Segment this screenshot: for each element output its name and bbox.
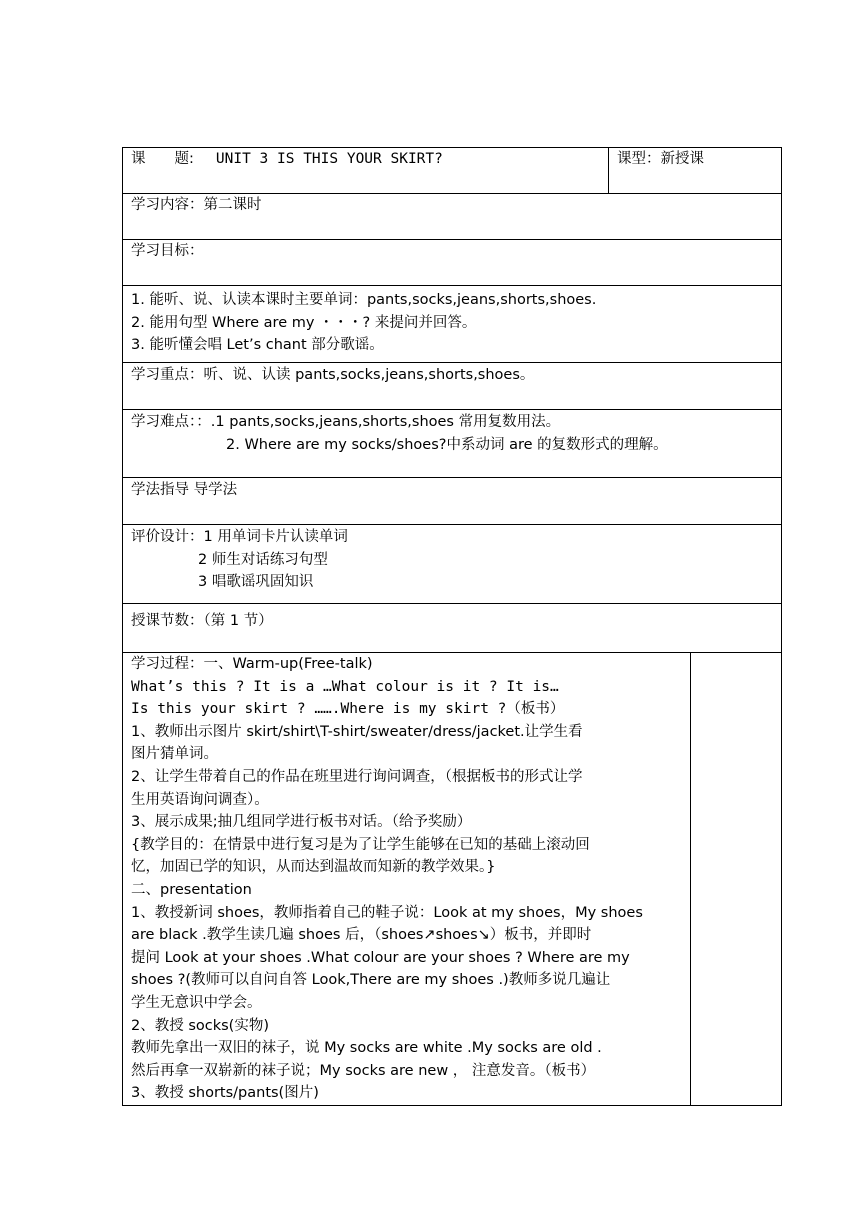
process-line: 3、展示成果;抽几组同学进行板书对话。（给予奖励）	[131, 814, 472, 831]
key-points-cell: 学习重点：听、说、认读 pants,socks,jeans,shorts,shoes。	[123, 363, 782, 410]
lesson-plan-table	[122, 147, 782, 1106]
process-line: {教学目的：在情景中进行复习是为了让学生能够在已知的基础上滚动回	[131, 836, 590, 853]
process-line: 学习过程：一、Warm-up(Free-talk)	[131, 656, 373, 672]
periods-row	[123, 604, 782, 653]
process-line: 3、教授 shorts/pants(图片)	[131, 1085, 319, 1102]
objectives-cell	[123, 286, 782, 363]
content-row	[123, 194, 782, 240]
process-line: Is this your skirt ? …….Where is my skirt ?（板书）	[131, 701, 565, 718]
lesson-type: 课型：新授课	[617, 151, 704, 167]
objectives-label-row	[123, 240, 782, 286]
process-line: are black .教学生读几遍 shoes 后，（shoes↗shoes↘）板书，并即时	[131, 927, 592, 944]
topic-value: UNIT 3 IS THIS YOUR SKIRT?	[215, 151, 443, 167]
process-line: 提问 Look at your shoes .What colour are your shoes ? Where are my	[131, 949, 630, 966]
process-line: 二、presentation	[131, 881, 252, 898]
evaluation-item: 评价设计：1 用单词卡片认读单词	[131, 529, 348, 545]
process-line: 1、教授新词 shoes，教师指着自己的鞋子说：Look at my shoes，My shoes	[131, 904, 643, 921]
periods-cell: 授课节数：（第 1 节）	[123, 604, 782, 653]
difficulties-row	[123, 410, 782, 478]
objective-item: 1. 能听、说、认读本课时主要单词：pants,socks,jeans,shorts,shoes.	[131, 292, 597, 308]
process-notes-cell	[691, 653, 782, 1106]
process-line: 教师先拿出一双旧的袜子，说 My socks are white .My socks are old .	[131, 1040, 602, 1057]
lesson-type-cell	[609, 148, 782, 194]
process-line: 忆，加固已学的知识，从而达到温故而知新的教学效果。}	[131, 859, 496, 876]
method-cell: 学法指导 导学法	[123, 478, 782, 525]
process-line: 生用英语询问调查）。	[131, 791, 269, 808]
key-points-row	[123, 363, 782, 410]
process-line: What’s this ? It is a …What colour is it ? It is…	[131, 678, 559, 695]
evaluation-item: 3 唱歌谣巩固知识	[198, 574, 314, 591]
topic-cell	[123, 148, 609, 194]
process-line: 2、教授 socks(实物)	[131, 1017, 269, 1034]
process-line: 学生无意识中学会。	[131, 994, 262, 1011]
objectives-label: 学习目标：	[123, 240, 782, 286]
process-line: 图片猜单词。	[131, 746, 218, 763]
process-line: 2、让学生带着自己的作品在班里进行询问调查，（根据板书的形式让学	[131, 768, 583, 785]
process-line: 1、教师出示图片 skirt/shirt\T-shirt/sweater/dress/jacket.让学生看	[131, 723, 583, 740]
process-cell	[123, 653, 691, 1106]
process-line: 然后再拿一双崭新的袜子说；My socks are new ， 注意发音。（板书）	[131, 1062, 596, 1079]
evaluation-row	[123, 525, 782, 604]
objective-item: 3. 能听懂会唱 Let’s chant 部分歌谣。	[131, 337, 384, 354]
objectives-row	[123, 286, 782, 363]
evaluation-cell	[123, 525, 782, 604]
topic-label: 课 题:	[131, 151, 194, 167]
method-row	[123, 478, 782, 525]
difficulty-item: 2. Where are my socks/shoes?中系动词 are 的复数形式的理解。	[226, 436, 668, 453]
evaluation-item: 2 师生对话练习句型	[198, 551, 328, 568]
process-row	[123, 653, 782, 1106]
process-line: shoes ?(教师可以自问自答 Look,There are my shoes .)教师多说几遍让	[131, 972, 611, 989]
difficulty-item: 学习难点：：.1 pants,socks,jeans,shorts,shoes 常用复数用法。	[131, 414, 561, 430]
title-row	[123, 148, 782, 194]
difficulties-cell	[123, 410, 782, 478]
objective-item: 2. 能用句型 Where are my ・・・? 来提问并回答。	[131, 314, 477, 331]
content-cell: 学习内容：第二课时	[123, 194, 782, 240]
